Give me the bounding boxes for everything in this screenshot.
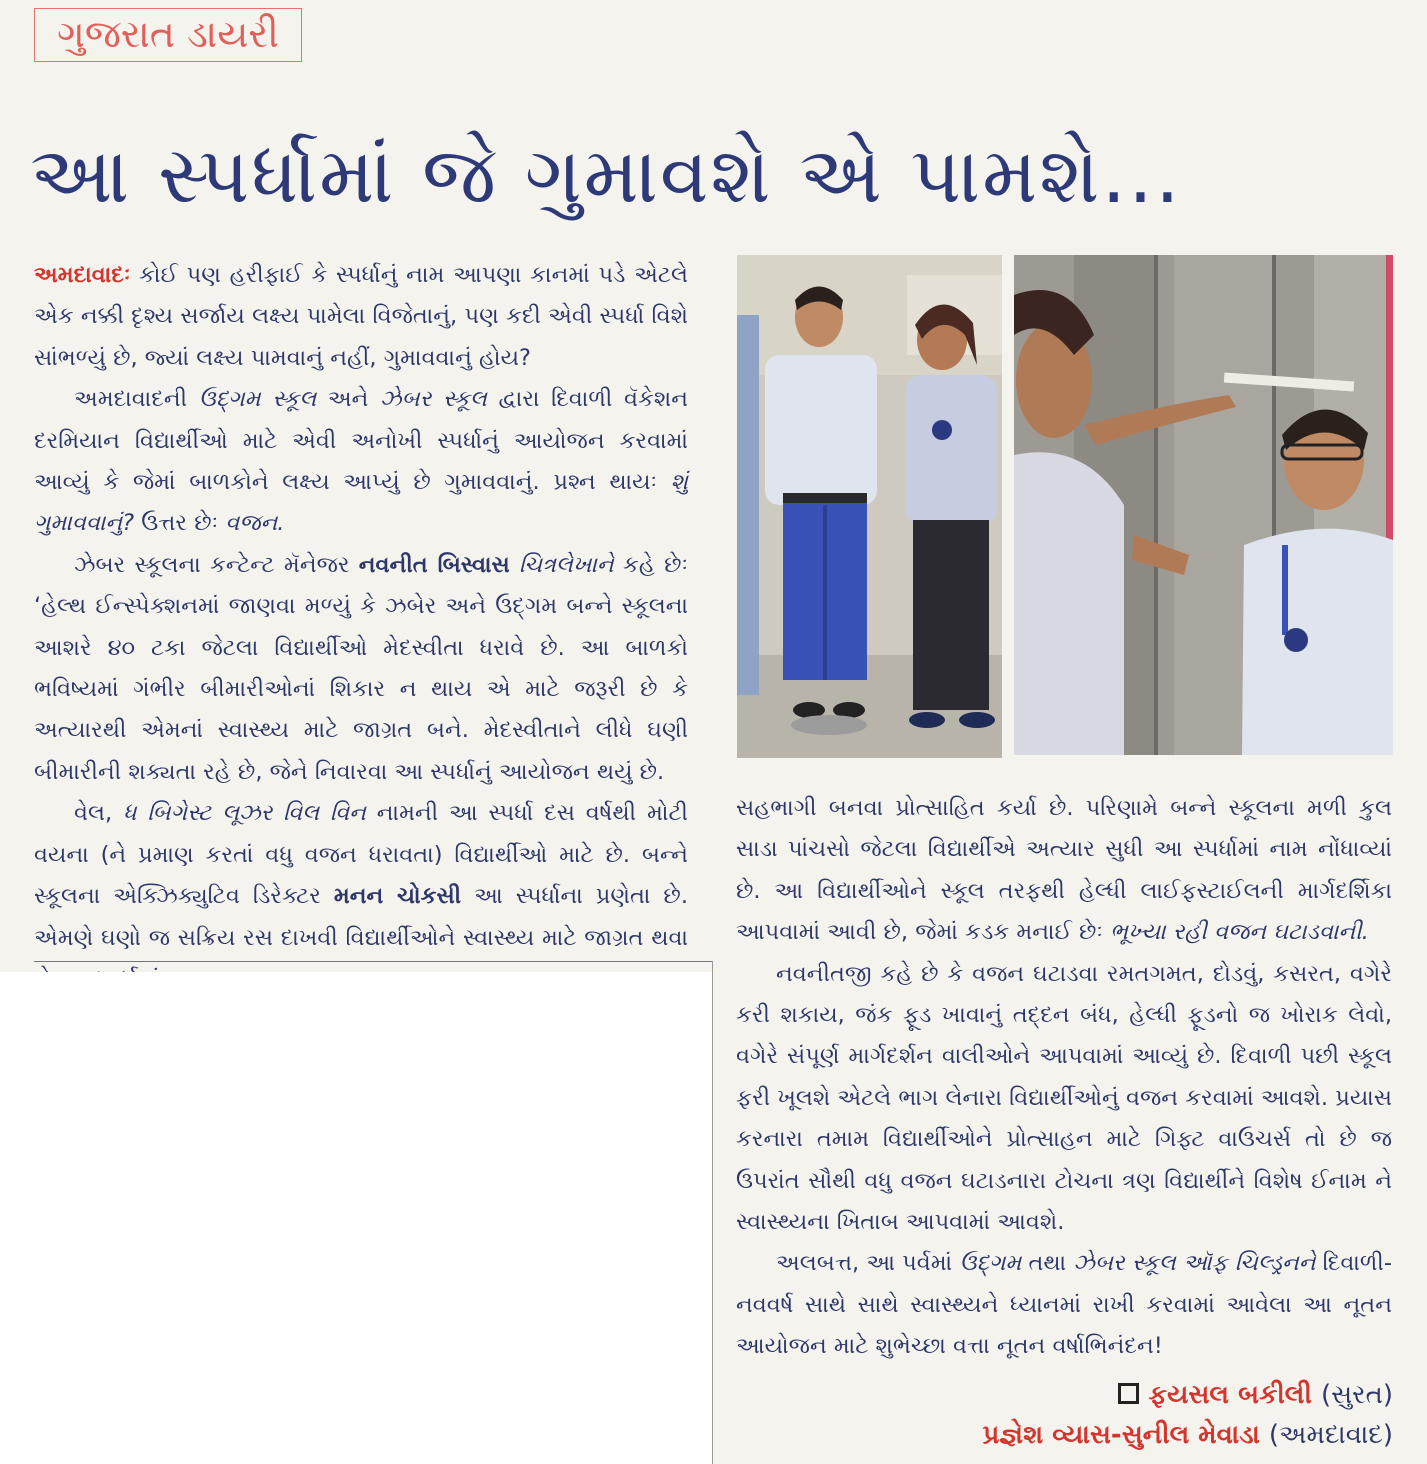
- byline-place: (સુરત): [1320, 1380, 1393, 1410]
- text: ઉત્તર છેઃ: [134, 510, 226, 537]
- answer-text: વજન.: [225, 510, 285, 537]
- paragraph-1: [34, 255, 688, 379]
- school-name-udgam: ઉદ્‌ગમ સ્કૂલ: [198, 386, 317, 413]
- text: અમદાવાદની: [74, 386, 199, 413]
- school-name-zebar: ઝેબર સ્કૂલ ઑફ ચિલ્ડ્રનને: [1073, 1250, 1316, 1277]
- byline-place: (અમદાવાદ): [1268, 1420, 1393, 1450]
- text: વેલ,: [74, 800, 124, 827]
- byline-name: ફયસલ બકીલી: [1148, 1380, 1312, 1410]
- blank-area: [0, 972, 712, 1464]
- paragraph-6: નવનીતજી કહે છે કે વજન ઘટાડવા રમતગમત, દોડવું, કસરત, વગેરે કરી શકાય, જંક ફૂડ ખાવાનું તદ્દન બંધ, હેલ્ધી ફૂડનો જ ખોરાક લેવો, વગેરે સંપૂર્ણ માર્ગદર્શન વાલીઓને આપવામાં આવ્યું છે. દિવાળી પછી સ્કૂલ ફરી ખૂલશે એટલે ભાગ લેનારા વિદ્યાર્થીઓનું વજન કરવામાં આવશે. પ્રયાસ કરનારા તમામ વિદ્યાર્થીઓને પ્રોત્સાહન માટે ગિફ્ટ વાઉચર્સ તો છે જ ઉપરાંત સૌથી વધુ વજન ઘટાડનારા ટોચના ત્રણ વિદ્યાર્થીને વિશેષ ઈનામ ને સ્વાસ્થ્યના ખિતાબ આપવામાં આવશે.: [736, 960, 1392, 1236]
- paragraph-text: કોઈ પણ હરીફાઈ કે સ્પર્ધાનું નામ આપણા કાનમાં પડે એટલે એક નક્કી દૃશ્ય સર્જાય લક્ષ્ય પામેલા વિજેતાનું, પણ કદી એવી સ્પર્ધા વિશે સાંભળ્યું છે, જ્યાં લક્ષ્ય પામવાનું નહીં, ગુમાવવાનું હોય?: [34, 262, 688, 371]
- text: નામની આ સ્પર્ધા દસ વર્ષથી મોટી વયના (ને પ્રમાણ કરતાં વધુ વજન ધરાવતા) વિદ્યાર્થીઓ માટે છે. બન્ને સ્કૂલના એક્ઝિક્યુટિવ ડિરેક્ટર: [34, 800, 688, 910]
- photo-height-measurement: [1014, 255, 1393, 755]
- person-name: મનન ચોકસી: [333, 883, 462, 910]
- text: દ્વારા દિવાળી વૅકેશન દરમિયાન વિદ્યાર્થીઓ માટે એવી અનોખી સ્પર્ધાનું આયોજન કરવામાં આવ્યું કે જેમાં બાળકોને લક્ષ્ય આપ્યું છે ગુમાવવાનું. પ્રશ્ન થાયઃ: [34, 386, 688, 496]
- text: સહભાગી બનવા પ્રોત્સાહિત કર્યા છે. પરિણામે બન્ને સ્કૂલના મળી કુલ સાડા પાંચસો જેટલા વિદ્યાર્થીએ અત્યાર સુધી આ સ્પર્ધામાં નામ નોંધાવ્યાં છે. આ વિદ્યાર્થીઓને સ્કૂલ તરફથી હેલ્ધી લાઈફસ્ટાઈલની માર્ગદર્શિકા આપવામાં આવી છે, જેમાં કડક મનાઈ છેઃ: [736, 795, 1392, 946]
- article-column-2: [736, 788, 1392, 1368]
- section-tag: ગુજરાત ડાયરી: [34, 8, 302, 62]
- person-name: નવનીત બિસ્વાસ: [358, 551, 510, 578]
- byline-name: પ્રજ્ઞેશ વ્યાસ-સુનીલ મેવાડા: [982, 1420, 1260, 1450]
- magazine-name: ચિત્રલેખાને: [509, 551, 614, 578]
- photo-height-illustration: [1014, 255, 1393, 755]
- text: અલબત્ત, આ પર્વમાં: [776, 1250, 960, 1277]
- paragraph-2: [34, 379, 688, 545]
- contest-title: ધ બિગેસ્ટ લૂઝર વિલ વિન: [123, 800, 366, 827]
- paragraph-3: [34, 545, 688, 793]
- byline-1: [1118, 1380, 1393, 1411]
- byline-2: [982, 1420, 1393, 1451]
- text: કહે છેઃ ‘હેલ્થ ઈન્સ્પેક્શનમાં જાણવા મળ્યું કે ઝબેર અને ઉદ્‌ગમ બન્ને સ્કૂલના આશરે ૪૦ ટકા જેટલા વિદ્યાર્થીઓ મેદસ્વીતા ધરાવે છે. આ બાળકો ભવિષ્યમાં ગંભીર બીમારીઓનાં શિકાર ન થાય એ માટે જરૂરી છે કે અત્યારથી એમનાં સ્વાસ્થ્ય માટે જાગ્રત બને. મેદસ્વીતાને લીધે ઘણી બીમારીની શક્યતા રહે છે, જેને નિવારવા આ સ્પર્ધાનું આયોજન થયું છે.: [34, 551, 688, 785]
- text: દિવાળી-નવવર્ષ સાથે સાથે સ્વાસ્થ્યને ધ્યાનમાં રાખી કરવામાં આવેલા આ નૂતન આયોજન માટે શુભેચ્છા વત્તા નૂતન વર્ષાભિનંદન!: [736, 1250, 1392, 1360]
- strict-rule: ભૂખ્યા રહી વજન ઘટાડવાની.: [1110, 919, 1369, 946]
- text: તથા: [1021, 1250, 1074, 1277]
- photo-weighing: [737, 255, 1002, 758]
- photo-weighing-illustration: [737, 255, 1002, 758]
- question-text: શું ગુમાવવાનું?: [34, 469, 688, 537]
- article-column-1: [34, 255, 688, 1000]
- column-divider-vertical: [712, 961, 713, 1464]
- text: આ સ્પર્ધાના પ્રણેતા છે. એમણે ઘણો જ સક્રિય રસ દાખવી વિદ્યાર્થીઓને સ્વાસ્થ્ય માટે જાગ્રત થવા: [34, 883, 688, 951]
- school-name-zebar: ઝેબર સ્કૂલ: [380, 386, 487, 413]
- headline: આ સ્પર્ધામાં જે ગુમાવશે એ પામશે...: [30, 131, 1182, 221]
- school-name-udgam: ઉદ્‌ગમ: [959, 1250, 1022, 1277]
- column-divider-horizontal: [34, 961, 712, 962]
- text: અને: [316, 386, 381, 413]
- dateline-city: અમદાવાદઃ: [34, 262, 131, 288]
- square-bullet-icon: [1118, 1383, 1139, 1404]
- paragraph-4: [34, 793, 688, 1000]
- paragraph-5: [736, 788, 1392, 954]
- paragraph-7: [736, 1243, 1392, 1367]
- text: ઝેબર સ્કૂલના કન્ટેન્ટ મૅનેજર: [74, 551, 359, 578]
